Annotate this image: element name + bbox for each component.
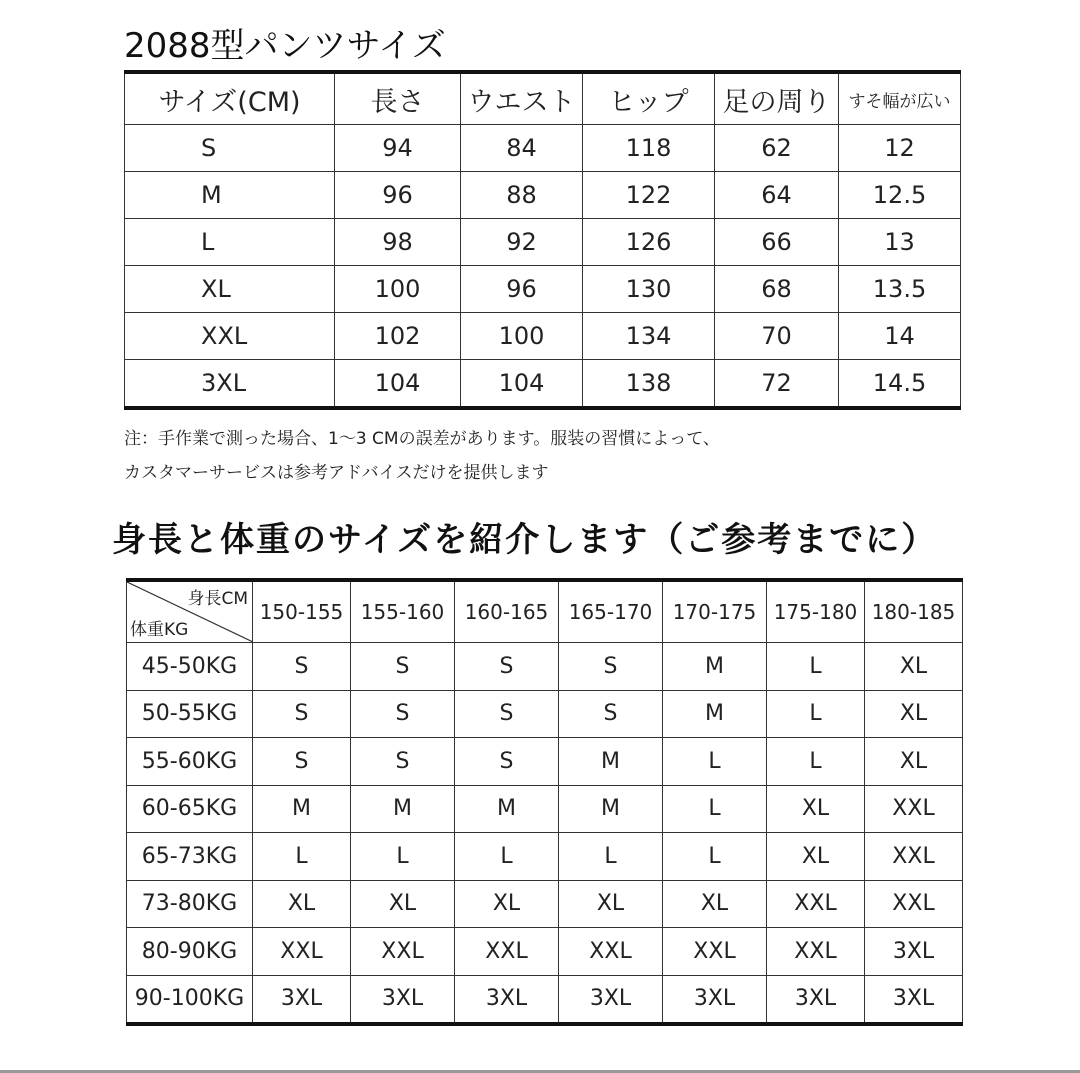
- leg-value: 66: [715, 219, 839, 266]
- waist-value: 92: [461, 219, 583, 266]
- measurement-note-line-1: 注：手作業で測った場合、1～3 CMの誤差があります。服装の習慣によって、: [124, 429, 720, 449]
- size-cell: XXL: [351, 928, 455, 976]
- size-chart-header-row: [125, 72, 961, 125]
- size-cell: L: [559, 833, 663, 881]
- length-value: 98: [335, 219, 461, 266]
- hip-value: 130: [583, 266, 715, 313]
- hip-value: 118: [583, 125, 715, 172]
- height-range-header: 180-185: [865, 580, 963, 643]
- size-cell: XXL: [253, 928, 351, 976]
- height-range-header: 155-160: [351, 580, 455, 643]
- size-label: XL: [125, 266, 335, 313]
- size-cell: XL: [865, 738, 963, 786]
- hem-value: 14: [839, 313, 961, 360]
- height-range-header: 160-165: [455, 580, 559, 643]
- size-cell: 3XL: [865, 928, 963, 976]
- table-row: [127, 975, 963, 1024]
- size-cell: L: [663, 738, 767, 786]
- size-cell: 3XL: [455, 975, 559, 1024]
- length-value: 94: [335, 125, 461, 172]
- size-cell: 3XL: [865, 975, 963, 1024]
- size-cell: S: [253, 690, 351, 738]
- size-cell: L: [767, 690, 865, 738]
- leg-value: 72: [715, 360, 839, 409]
- header-hip: ヒップ: [583, 72, 715, 125]
- size-cell: XL: [351, 880, 455, 928]
- height-range-header: 165-170: [559, 580, 663, 643]
- size-label: 3XL: [125, 360, 335, 409]
- size-label: XXL: [125, 313, 335, 360]
- size-chart-table: [124, 70, 961, 410]
- weight-axis-label: 体重KG: [130, 620, 189, 640]
- size-cell: 3XL: [351, 975, 455, 1024]
- height-range-header: 150-155: [253, 580, 351, 643]
- measurement-note-line-2: カスタマーサービスは参考アドバイスだけを提供します: [124, 463, 549, 483]
- size-cell: S: [559, 690, 663, 738]
- size-cell: L: [767, 643, 865, 691]
- waist-value: 96: [461, 266, 583, 313]
- leg-value: 68: [715, 266, 839, 313]
- hem-value: 13: [839, 219, 961, 266]
- size-cell: XL: [865, 690, 963, 738]
- hem-value: 14.5: [839, 360, 961, 409]
- size-cell: L: [767, 738, 865, 786]
- size-cell: S: [351, 690, 455, 738]
- size-cell: XXL: [663, 928, 767, 976]
- size-cell: M: [351, 785, 455, 833]
- size-cell: XXL: [767, 880, 865, 928]
- header-length: 長さ: [335, 72, 461, 125]
- size-cell: 3XL: [767, 975, 865, 1024]
- size-cell: 3XL: [559, 975, 663, 1024]
- size-chart-title: 2088型パンツサイズ: [124, 26, 446, 66]
- header-waist: ウエスト: [461, 72, 583, 125]
- length-value: 104: [335, 360, 461, 409]
- size-cell: M: [559, 738, 663, 786]
- length-value: 102: [335, 313, 461, 360]
- size-label: M: [125, 172, 335, 219]
- size-cell: S: [455, 738, 559, 786]
- size-cell: XXL: [865, 880, 963, 928]
- fit-chart-table: [126, 578, 963, 1026]
- size-cell: L: [663, 833, 767, 881]
- weight-range: 50-55KG: [127, 690, 253, 738]
- table-row: [125, 313, 961, 360]
- waist-value: 88: [461, 172, 583, 219]
- fit-chart-title: 身長と体重のサイズを紹介します（ご参考までに）: [112, 520, 938, 560]
- weight-range: 60-65KG: [127, 785, 253, 833]
- size-cell: M: [253, 785, 351, 833]
- size-cell: L: [351, 833, 455, 881]
- size-cell: S: [455, 690, 559, 738]
- fit-chart-header-row: [127, 580, 963, 643]
- height-axis-label: 身長CM: [187, 589, 248, 609]
- size-cell: M: [559, 785, 663, 833]
- size-cell: XXL: [455, 928, 559, 976]
- table-row: [125, 266, 961, 313]
- height-range-header: 170-175: [663, 580, 767, 643]
- size-cell: 3XL: [663, 975, 767, 1024]
- weight-range: 55-60KG: [127, 738, 253, 786]
- size-cell: L: [253, 833, 351, 881]
- weight-range: 80-90KG: [127, 928, 253, 976]
- size-cell: XL: [865, 643, 963, 691]
- size-cell: M: [663, 643, 767, 691]
- size-cell: 3XL: [253, 975, 351, 1024]
- table-row: [125, 125, 961, 172]
- size-cell: L: [663, 785, 767, 833]
- table-row: [125, 172, 961, 219]
- size-cell: S: [253, 643, 351, 691]
- size-cell: XXL: [865, 785, 963, 833]
- size-cell: XXL: [865, 833, 963, 881]
- size-cell: XL: [767, 833, 865, 881]
- header-size: サイズ(CM): [125, 72, 335, 125]
- size-cell: XL: [559, 880, 663, 928]
- table-row: [127, 833, 963, 881]
- weight-range: 45-50KG: [127, 643, 253, 691]
- size-cell: XXL: [767, 928, 865, 976]
- waist-value: 104: [461, 360, 583, 409]
- size-cell: S: [559, 643, 663, 691]
- table-row: [127, 690, 963, 738]
- table-row: [127, 928, 963, 976]
- height-range-header: 175-180: [767, 580, 865, 643]
- table-row: [125, 219, 961, 266]
- weight-range: 73-80KG: [127, 880, 253, 928]
- hip-value: 138: [583, 360, 715, 409]
- hem-value: 13.5: [839, 266, 961, 313]
- size-cell: M: [663, 690, 767, 738]
- weight-range: 90-100KG: [127, 975, 253, 1024]
- size-cell: M: [455, 785, 559, 833]
- leg-value: 70: [715, 313, 839, 360]
- size-cell: XL: [767, 785, 865, 833]
- size-cell: XL: [253, 880, 351, 928]
- size-label: S: [125, 125, 335, 172]
- table-row: [127, 880, 963, 928]
- weight-range: 65-73KG: [127, 833, 253, 881]
- size-label: L: [125, 219, 335, 266]
- waist-value: 84: [461, 125, 583, 172]
- size-cell: S: [455, 643, 559, 691]
- hip-value: 126: [583, 219, 715, 266]
- header-hem-width: すそ幅が広い: [839, 72, 961, 125]
- leg-value: 64: [715, 172, 839, 219]
- hip-value: 134: [583, 313, 715, 360]
- header-leg-circumference: 足の周り: [715, 72, 839, 125]
- table-row: [127, 785, 963, 833]
- corner-header: [127, 580, 253, 643]
- size-cell: S: [351, 643, 455, 691]
- hem-value: 12: [839, 125, 961, 172]
- size-cell: XL: [663, 880, 767, 928]
- length-value: 100: [335, 266, 461, 313]
- length-value: 96: [335, 172, 461, 219]
- hem-value: 12.5: [839, 172, 961, 219]
- size-cell: L: [455, 833, 559, 881]
- size-cell: S: [351, 738, 455, 786]
- size-cell: S: [253, 738, 351, 786]
- table-row: [125, 360, 961, 409]
- size-cell: XXL: [559, 928, 663, 976]
- leg-value: 62: [715, 125, 839, 172]
- hip-value: 122: [583, 172, 715, 219]
- table-row: [127, 643, 963, 691]
- waist-value: 100: [461, 313, 583, 360]
- table-row: [127, 738, 963, 786]
- size-cell: XL: [455, 880, 559, 928]
